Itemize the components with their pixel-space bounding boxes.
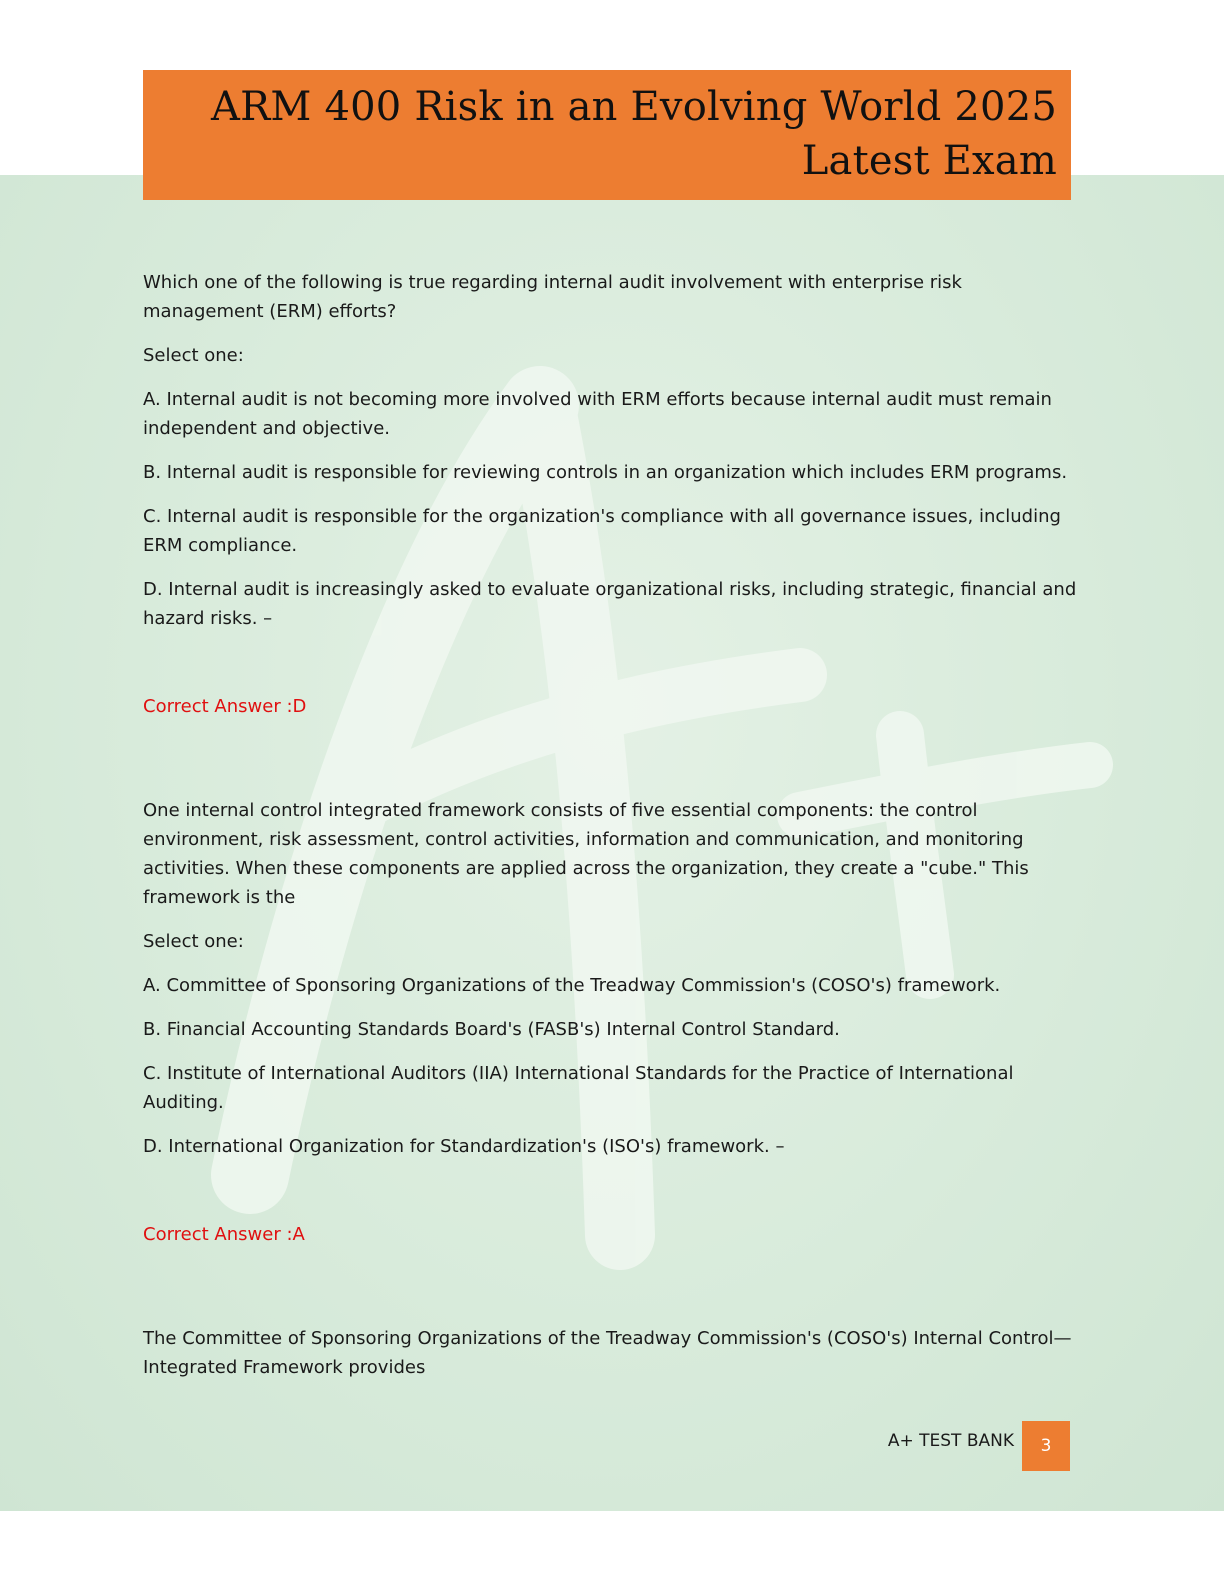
correct-answer: Correct Answer :A bbox=[143, 1224, 305, 1245]
option-d: D. Internal audit is increasingly asked to evaluate organizational risks, including strategic, financial and hazard risks. – bbox=[143, 579, 1077, 629]
option-a: A. Committee of Sponsoring Organizations of the Treadway Commission's (COSO's) framework. bbox=[143, 975, 1001, 996]
option-c: C. Institute of International Auditors (IIA) International Standards for the Practice of International Auditing. bbox=[143, 1063, 1014, 1113]
title-banner bbox=[143, 70, 1071, 200]
question-text: The Committee of Sponsoring Organizations of the Treadway Commission's (COSO's) Internal Control—Integrated Framework provides bbox=[143, 1328, 1072, 1378]
document-title-line-1: ARM 400 Risk in an Evolving World 2025 bbox=[211, 84, 1057, 130]
select-prompt: Select one: bbox=[143, 931, 244, 952]
option-c: C. Internal audit is responsible for the organization's compliance with all governance issues, including ERM compliance. bbox=[143, 506, 1061, 556]
correct-answer: Correct Answer :D bbox=[143, 696, 307, 717]
page-number: 3 bbox=[1022, 1421, 1070, 1471]
option-b: B. Financial Accounting Standards Board's (FASB's) Internal Control Standard. bbox=[143, 1019, 840, 1040]
question-text: Which one of the following is true regarding internal audit involvement with enterprise risk management (ERM) efforts? bbox=[143, 272, 962, 322]
option-a: A. Internal audit is not becoming more involved with ERM efforts because internal audit must remain independent and objective. bbox=[143, 389, 1052, 439]
footer-label: A+ TEST BANK bbox=[887, 1431, 1014, 1451]
exam-content bbox=[143, 268, 1078, 1397]
question-block bbox=[143, 1324, 1078, 1382]
question-text: One internal control integrated framework consists of five essential components: the control environment, risk assessment, control activities, information and communication, and monitoring activities. When these components are applied across the organization, they create a "cube." This framework is the bbox=[143, 800, 1029, 908]
select-prompt: Select one: bbox=[143, 345, 244, 366]
option-d: D. International Organization for Standardization's (ISO's) framework. – bbox=[143, 1136, 785, 1157]
question-block bbox=[143, 796, 1078, 1249]
question-block bbox=[143, 268, 1078, 721]
option-b: B. Internal audit is responsible for reviewing controls in an organization which includes ERM programs. bbox=[143, 462, 1068, 483]
document-title-line-2: Latest Exam bbox=[801, 138, 1057, 184]
